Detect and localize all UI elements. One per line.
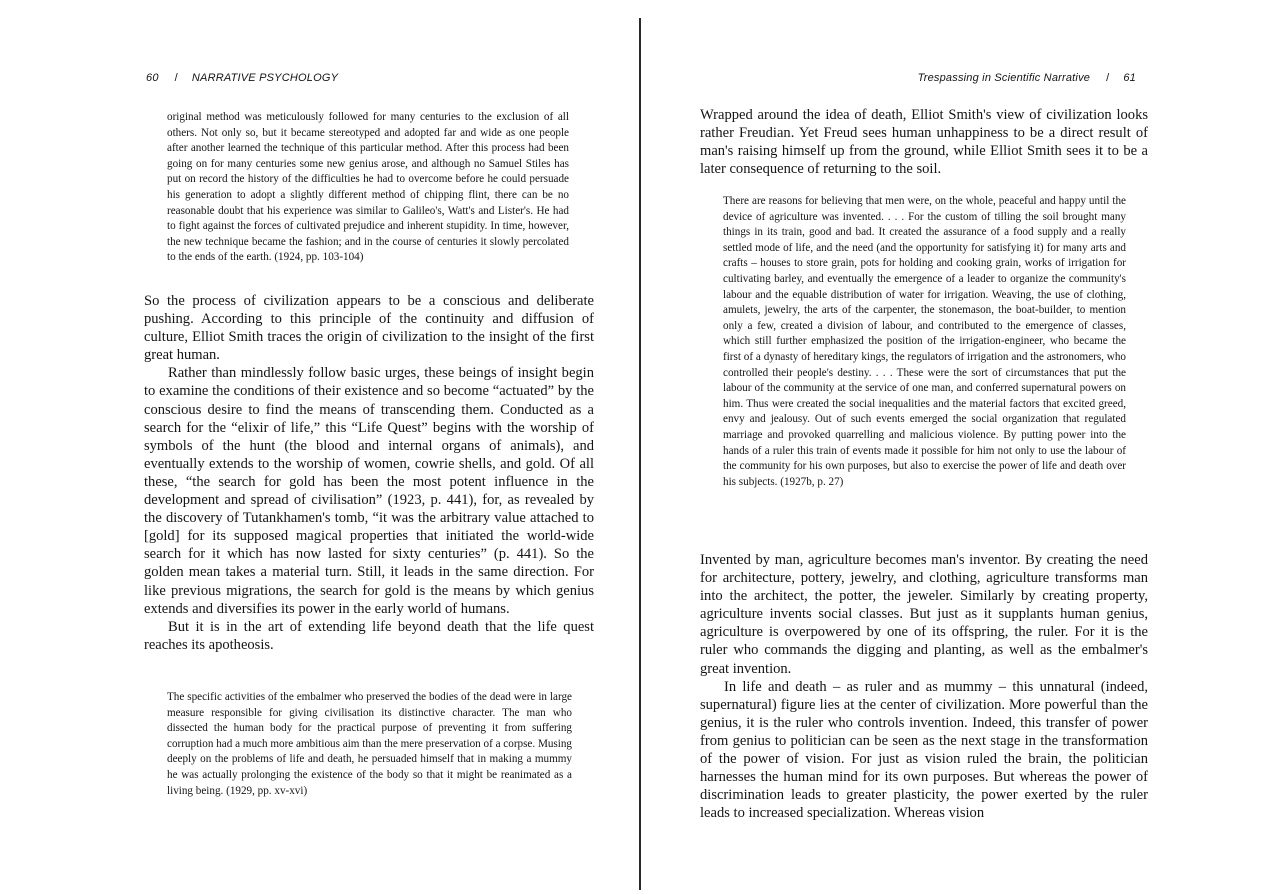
right-running-head — [918, 72, 1136, 84]
left-running-head-separator: / — [174, 72, 178, 84]
left-paragraph-1: So the process of civilization appears to be a conscious and deliberate pushing. According to this principle of the continuity and diffusion of culture, Elliot Smith traces the origin of civilization to the insight of the first great human. — [144, 293, 594, 364]
right-block-quote-1: There are reasons for believing that men were, on the whole, peaceful and happy until the device of agriculture was invented. . . . For the custom of tilling the soil brought many things in its train, good and bad. It created the assurance of a food supply and a really settled mode of life, and the need (and the opportunity for satisfying it) for many arts and crafts – houses to store grain, pots for holding and cooking grain, works of irrigation for cultivating barley, and eventually the emergence of a leader to organize the community's labour and the equable distribution of water for irrigation. Weaving, the use of clothing, amulets, jewelry, the arts of the carpenter, the stonemason, the boat-builder, to mention only a few, created a division of labour, and contributed to the emergence of classes, which still further emphasized the position of the irrigation-engineer, who became the first of a dynasty of hereditary kings, the regulators of irrigation and the astronomers, who controlled their people's destiny. . . . These were the sort of circumstances that put the labour of the community at the service of one man, and conferred supernatural powers on him. Thus were created the social inequalities and the material factors that excited greed, envy and jealousy. Out of such events emerged the social organization that regulated marriage and provoked quarrelling and malicious violence. By putting power into the hands of a ruler this train of events made it possible for him not only to use the labour of the community for his own purposes, but also to exercise the power of life and death over his subjects. (1927b, p. 27) — [723, 195, 1126, 488]
left-page-number: 60 — [146, 72, 159, 84]
right-body-text-bottom — [700, 551, 1148, 822]
left-body-text — [144, 292, 594, 654]
right-running-head-separator: / — [1106, 72, 1110, 84]
left-running-title: NARRATIVE PSYCHOLOGY — [191, 72, 339, 84]
left-running-head — [146, 72, 338, 84]
right-paragraph-1: Wrapped around the idea of death, Elliot Smith's view of civilization looks rather Freudian. Yet Freud sees human unhappiness to be a direct result of man's raising himself up from the ground, while Elliot Smith sees it to be a later consequence of returning to the soil. — [700, 107, 1148, 178]
left-paragraph-2: Rather than mindlessly follow basic urges, these beings of insight begin to examine the conditions of their existence and so become “actuated” by the conscious desire to find the means of transcending them. Conducted as a search for the “elixir of life,” this “Life Quest” begins with the worship of symbols of the hunt (the blood and internal organs of animals), and eventually extends to the worship of women, cowrie shells, and gold. Of all these, “the search for gold has been the most potent influence in the development and spread of civilisation” (1923, p. 441), for, as revealed by the discovery of Tutankhamen's tomb, “it was the arbitrary value attached to [gold] for its supposed magical properties that initiated the world-wide search for it which has now lasted for sixty centuries” (p. 441). So the golden mean takes a material turn. Still, it leads in the same direction. For like previous migrations, the search for gold is the means by which genius extends and diversifies its power in the early world of humans. — [144, 365, 594, 617]
right-page-number: 61 — [1123, 72, 1136, 84]
left-block-quote-2: The specific activities of the embalmer who preserved the bodies of the dead were in large measure responsible for giving civilisation its distinctive character. The man who dissected the human body for the practical purpose of preventing it from suffering corruption had a much more ambitious aim than the mere preservation of a corpse. Musing deeply on the problems of life and death, he persuaded himself that in making a mummy he was actually prolonging the existence of the body so that it might be reanimated as a living being. (1929, pp. xv-xvi) — [167, 691, 572, 797]
left-paragraph-3: But it is in the art of extending life beyond death that the life quest reaches its apotheosis. — [144, 618, 594, 653]
right-body-text-top — [700, 106, 1148, 178]
right-paragraph-3: In life and death – as ruler and as mummy – this unnatural (indeed, supernatural) figure lies at the center of civilization. More powerful than the genius, it is the ruler who controls invention. Indeed, this transfer of power from genius to politician can be seen as the next stage in the transformation of the power of vision. For just as vision ruled the brain, the politician harnesses the human mind for its own purposes. But whereas the power of discrimination leads to greater plasticity, the power exerted by the ruler leads to increased specialization. Whereas vision — [700, 678, 1148, 822]
right-paragraph-2: Invented by man, agriculture becomes man's inventor. By creating the need for architecture, pottery, jewelry, and clothing, agriculture transforms man into the architect, the potter, the jeweler. Similarly by creating property, agriculture invents social classes. But just as it supplants human genius, agriculture is overpowered by one of its offspring, the ruler. For it is the ruler who commands the digging and planting, as well as the embalmer's great invention. — [700, 552, 1148, 677]
right-running-title: Trespassing in Scientific Narrative — [917, 72, 1091, 84]
left-block-quote-1: original method was meticulously followed for many centuries to the exclusion of all others. Not only so, but it became stereotyped and adopted far and wide as one people after another learned the technique of this particular method. After this process had been going on for many centuries some new genius arose, and although no Samuel Stiles has put on record the history of the difficulties he had to overcome before he could persuade his generation to adopt a slightly different method of chipping flint, there can be no reasonable doubt that his experience was similar to Galileo's, Watt's and Lister's. He had to fight against the forces of cultivated prejudice and inherent stupidity. In time, however, the new technique became the fashion; and in the course of centuries it slowly percolated to the ends of the earth. (1924, pp. 103-104) — [167, 111, 569, 264]
